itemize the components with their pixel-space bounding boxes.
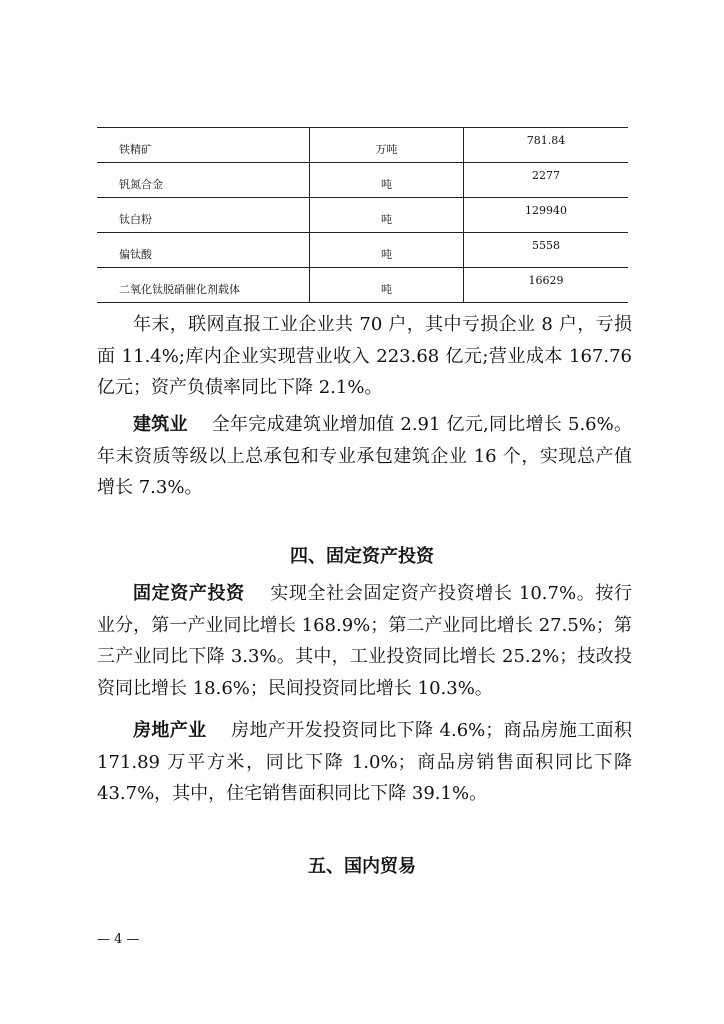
construction-label: 建筑业 xyxy=(133,414,188,435)
section-four-title: 四、固定资产投资 xyxy=(290,546,434,567)
product-unit: 万吨 xyxy=(375,143,398,156)
page-number: — 4 — xyxy=(97,932,140,947)
product-output-table xyxy=(97,127,628,303)
product-name: 钒氮合金 xyxy=(119,178,163,191)
table-row xyxy=(97,198,628,233)
product-value: 16629 xyxy=(528,273,564,287)
product-unit: 吨 xyxy=(381,213,392,226)
investment-label: 固定资产投资 xyxy=(133,583,245,604)
realestate-paragraph xyxy=(97,715,632,810)
construction-paragraph xyxy=(97,409,632,504)
product-name: 二氧化钛脱硝催化剂载体 xyxy=(119,283,240,296)
product-table xyxy=(97,127,628,303)
construction-text: 全年完成建筑业增加值 2.91 亿元,同比增长 5.6%。年末资质等级以上总承包和专业承包建筑企业 16 个，实现总产值增长 7.3%。 xyxy=(97,414,632,498)
industry-text: 年末，联网直报工业企业共 70 户，其中亏损企业 8 户，亏损面 11.4%;库内企业实现营业收入 223.68 亿元;营业成本 167.76 亿元；资产负债率同比下降 2.1%。 xyxy=(97,314,632,398)
table-row xyxy=(97,233,628,268)
product-value: 781.84 xyxy=(526,133,566,147)
investment-paragraph xyxy=(97,578,632,704)
table-row xyxy=(97,128,628,163)
investment-text: 实现全社会固定资产投资增长 10.7%。按行业分，第一产业同比增长 168.9%；第二产业同比增长 27.5%；第三产业同比下降 3.3%。其中，工业投资同比增长 25.2%；技改投资同比增长 18.6%；民间投资同比增长 10.3%。 xyxy=(97,583,632,699)
product-value: 5558 xyxy=(532,238,560,252)
product-name: 铁精矿 xyxy=(119,143,152,156)
industry-paragraph xyxy=(97,309,632,404)
product-unit: 吨 xyxy=(381,283,392,296)
section-five-title: 五、国内贸易 xyxy=(308,856,416,877)
product-unit: 吨 xyxy=(381,248,392,261)
table-row xyxy=(97,268,628,303)
table-row xyxy=(97,163,628,198)
realestate-text: 房地产开发投资同比下降 4.6%；商品房施工面积 171.89 万平方米，同比下降 1.0%；商品房销售面积同比下降 43.7%，其中，住宅销售面积同比下降 39.1%。 xyxy=(97,720,633,804)
product-unit: 吨 xyxy=(381,178,392,191)
realestate-label: 房地产业 xyxy=(133,720,207,741)
product-name: 偏钛酸 xyxy=(119,248,152,261)
product-name: 钛白粉 xyxy=(119,213,152,226)
product-value: 129940 xyxy=(525,203,567,217)
product-value: 2277 xyxy=(532,168,560,182)
